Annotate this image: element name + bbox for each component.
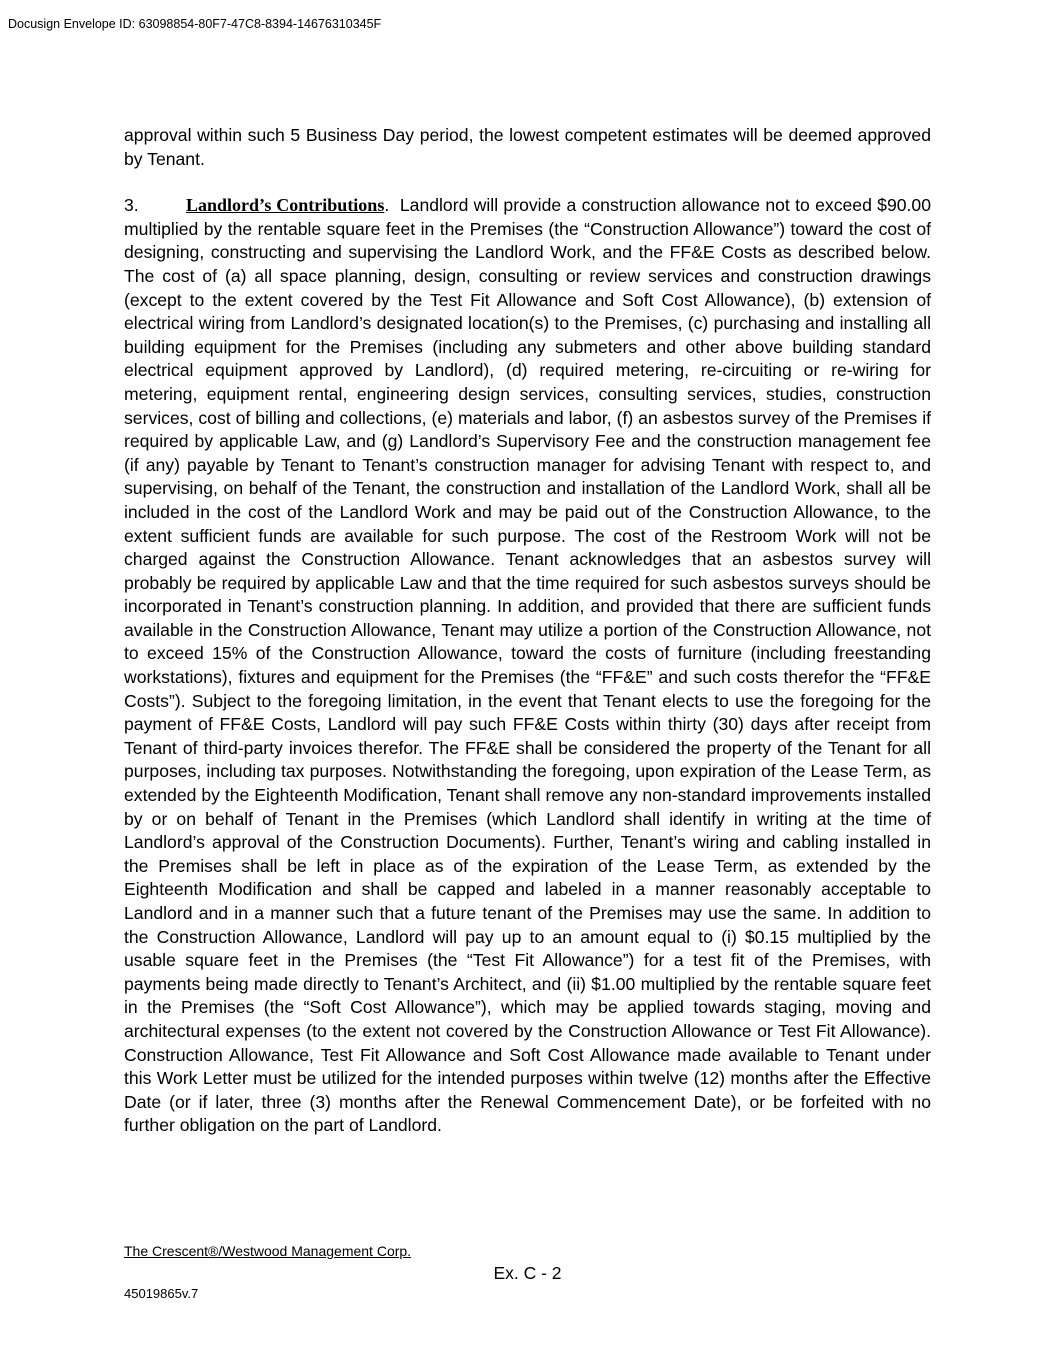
footer-company: The Crescent®/Westwood Management Corp. (124, 1243, 412, 1259)
section-number: 3. (124, 195, 139, 216)
section-title: Landlord’s Contributions (186, 195, 385, 216)
document-body (124, 124, 931, 1138)
section-3-paragraph (124, 194, 931, 1138)
docusign-envelope-id: Docusign Envelope ID: 63098854-80F7-47C8-8394-14676310345F (8, 17, 382, 31)
section-text: Landlord will provide a construction allowance not to exceed $90.00 multiplied by the rentable square feet in the Premises (the “Construction Allowance”) toward the cost of designing, constructing and supervising the Landlord Work, and the FF&E Costs as described below. The cost of (a) all space planning, design, consulting or review services and construction drawings (except to the extent covered by the Test Fit Allowance and Soft Cost Allowance), (b) extension of electrical wiring from Landlord’s designated location(s) to the Premises, (c) purchasing and installing all building equipment for the Premises (including any submeters and other above building standard electrical equipment approved by Landlord), (d) required metering, re-circuiting or re-wiring for metering, equipment rental, engineering design services, consulting services, studies, construction services, cost of billing and collections, (e) materials and labor, (f) an asbestos survey of the Premises if required by applicable Law, and (g) Landlord’s Supervisory Fee and the construction management fee (if any) payable by Tenant to Tenant’s construction manager for advising Tenant with respect to, and supervising, on behalf of the Tenant, the construction and installation of the Landlord Work, shall all be included in the cost of the Landlord Work and may be paid out of the Construction Allowance, to the extent sufficient funds are available for such purpose. The cost of the Restroom Work will not be charged against the Construction Allowance. Tenant acknowledges that an asbestos survey will probably be required by applicable Law and that the time required for such asbestos surveys should be incorporated in Tenant’s construction planning. In addition, and provided that there are sufficient funds available in the Construction Allowance, Tenant may utilize a portion of the Construction Allowance, not to exceed 15% of the Construction Allowance, toward the costs of furniture (including freestanding workstations), fixtures and equipment for the Premises (the “FF&E” and such costs therefor the “FF&E Costs”). Subject to the foregoing limitation, in the event that Tenant elects to use the foregoing for the payment of FF&E Costs, Landlord will pay such FF&E Costs within thirty (30) days after receipt from Tenant of third-party invoices therefor. The FF&E shall be considered the property of the Tenant for all purposes, including tax purposes. Notwithstanding the foregoing, upon expiration of the Lease Term, as extended by the Eighteenth Modification, Tenant shall remove any non-standard improvements installed by or on behalf of Tenant in the Premises (which Landlord shall identify in writing at the time of Landlord’s approval of the Construction Documents). Further, Tenant’s wiring and cabling installed in the Premises shall be left in place as of the expiration of the Lease Term, as extended by the Eighteenth Modification and shall be capped and labeled in a manner reasonably acceptable to Landlord and in a manner such that a future tenant of the Premises may use the same. In addition to the Construction Allowance, Landlord will pay up to an amount equal to (i) $0.15 multiplied by the usable square feet in the Premises (the “Test Fit Allowance”) for a test fit of the Premises, with payments being made directly to Tenant’s Architect, and (ii) $1.00 multiplied by the rentable square feet in the Premises (the “Soft Cost Allowance”), which may be applied towards staging, moving and architectural expenses (to the extent not covered by the Construction Allowance or Test Fit Allowance). Construction Allowance, Test Fit Allowance and Soft Cost Allowance made available to Tenant under this Work Letter must be utilized for the intended purposes within twelve (12) months after the Effective Date (or if later, three (3) months after the Renewal Commencement Date), or be forfeited with no further obligation on the part of Landlord. (124, 195, 931, 1136)
document-version: 45019865v.7 (124, 1286, 199, 1301)
page-number: Ex. C - 2 (493, 1263, 562, 1283)
section-title-punctuation: . (384, 195, 390, 216)
intro-paragraph: approval within such 5 Business Day period, the lowest competent estimates will be deemed approved by Tenant. (124, 125, 931, 169)
